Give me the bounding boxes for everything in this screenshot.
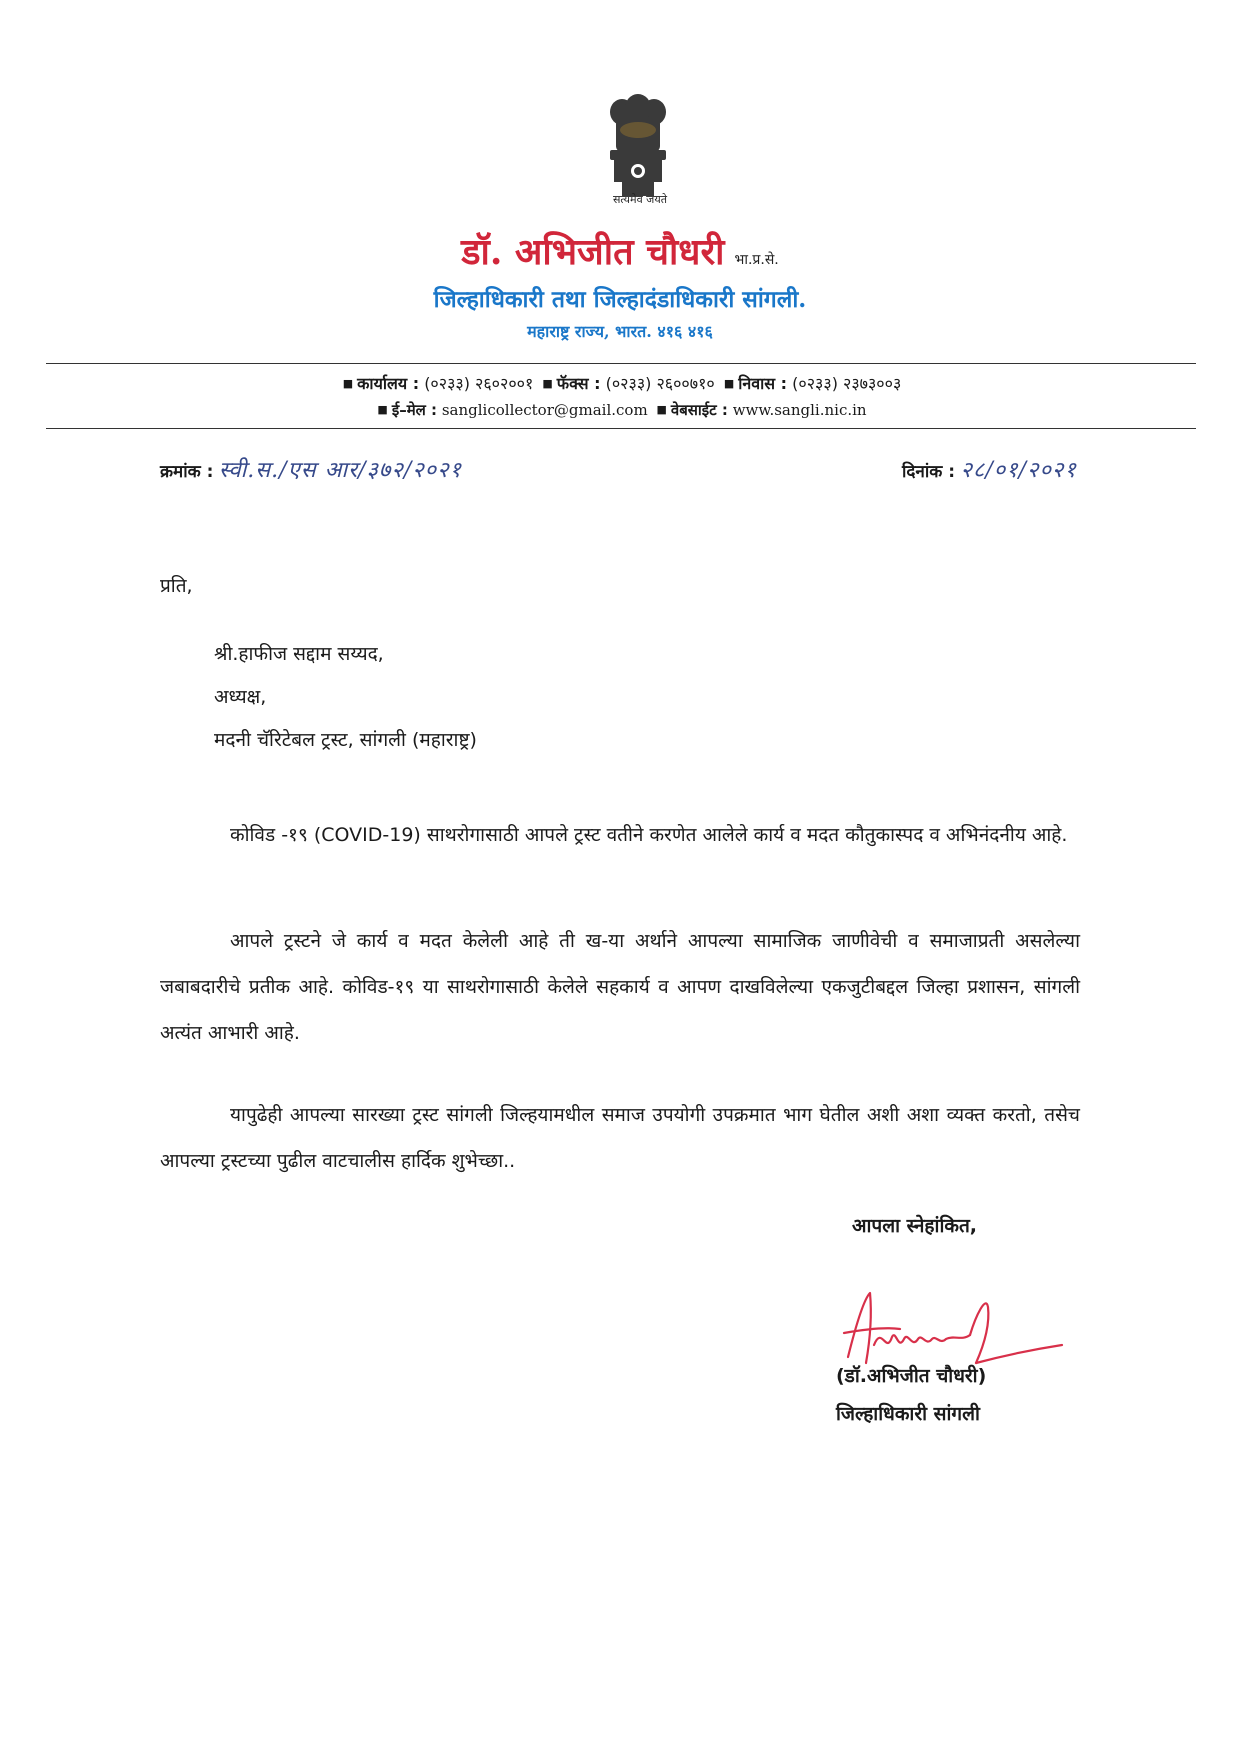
salutation: प्रति, xyxy=(160,575,193,597)
officer-designation: जिल्हाधिकारी तथा जिल्हादंडाधिकारी सांगली. xyxy=(433,286,807,313)
recipient-position: अध्यक्ष, xyxy=(214,686,267,708)
email-label: ई–मेल : xyxy=(391,401,438,419)
fax-value: (०२३३) २६००७१० xyxy=(605,374,715,393)
office-address: महाराष्ट्र राज्य, भारत. ४१६ ४१६ xyxy=(527,322,713,341)
bullet-icon: ■ xyxy=(723,377,735,390)
reference-number xyxy=(160,454,462,484)
bullet-icon: ■ xyxy=(377,403,388,416)
reference-value: स्वी.स./एस आर/३७२/२०२१ xyxy=(218,458,462,483)
header-divider-bottom xyxy=(46,428,1196,429)
reference-label: क्रमांक : xyxy=(160,462,214,482)
residence-phone-label: निवास : xyxy=(738,374,788,393)
recipient-name: श्री.हाफीज सद्दाम सय्यद, xyxy=(214,643,384,665)
fax-label: फॅक्स : xyxy=(556,374,601,393)
email-link[interactable]: sanglicollector@gmail.com xyxy=(441,401,648,419)
state-emblem-icon xyxy=(592,92,684,202)
body-paragraph-1: कोविड -१९ (COVID-19) साथरोगासाठी आपले ट्रस्ट वतीने करणेत आलेले कार्य व मदत कौतुकास्पद व अभिनंदनीय आहे. xyxy=(230,824,1068,846)
bullet-icon: ■ xyxy=(542,377,553,390)
date-label: दिनांक : xyxy=(902,462,956,482)
office-phone-value: (०२३३) २६०२००१ xyxy=(424,374,534,393)
letterhead-name-line xyxy=(0,226,1240,275)
body-paragraph-3: यापुढेही आपल्या सारख्या ट्रस्ट सांगली जिल्हयामधील समाज उपयोगी उपक्रमात भाग घेतील अशी अशा व्यक्त करतो, तसेच आपल्या ट्रस्टच्या पुढील वाटचालीस हार्दिक शुभेच्छा.. xyxy=(160,1104,1080,1172)
signatory-title: जिल्हाधिकारी सांगली xyxy=(836,1403,980,1425)
officer-name: डॉ. अभिजीत चौधरी xyxy=(461,231,725,273)
office-phone-label: कार्यालय : xyxy=(357,374,420,393)
website-link[interactable]: www.sangli.nic.in xyxy=(732,401,867,419)
residence-phone-value: (०२३३) २३७३००३ xyxy=(792,374,902,393)
recipient-organization: मदनी चॅरिटेबल ट्रस्ट, सांगली (महाराष्ट्र) xyxy=(214,729,477,751)
bullet-icon: ■ xyxy=(656,403,667,416)
contact-online-row xyxy=(0,400,1240,420)
closing-phrase: आपला स्नेहांकित, xyxy=(852,1215,978,1237)
header-divider-top xyxy=(46,363,1196,364)
date-value: २८/०१/२०२१ xyxy=(960,458,1077,483)
bullet-icon: ■ xyxy=(342,377,354,390)
contact-phones-row xyxy=(0,372,1240,394)
letter-date xyxy=(902,454,1077,484)
body-paragraph-2: आपले ट्रस्टने जे कार्य व मदत केलेली आहे ती ख-या अर्थाने आपल्या सामाजिक जाणीवेची व समाजाप्रती असलेल्या जबाबदारीचे प्रतीक आहे. कोविड-१९ या साथरोगासाठी केलेले सहकार्य व आपण दाखविलेल्या एकजुटीबद्दल जिल्हा प्रशासन, सांगली अत्यंत आभारी आहे. xyxy=(160,930,1080,1044)
service-suffix: भा.प्र.से. xyxy=(734,252,779,268)
website-label: वेबसाईट : xyxy=(670,401,728,419)
emblem-motto: सत्यमेव जयते xyxy=(612,193,667,206)
signatory-name: (डॉ.अभिजीत चौधरी) xyxy=(836,1365,987,1387)
